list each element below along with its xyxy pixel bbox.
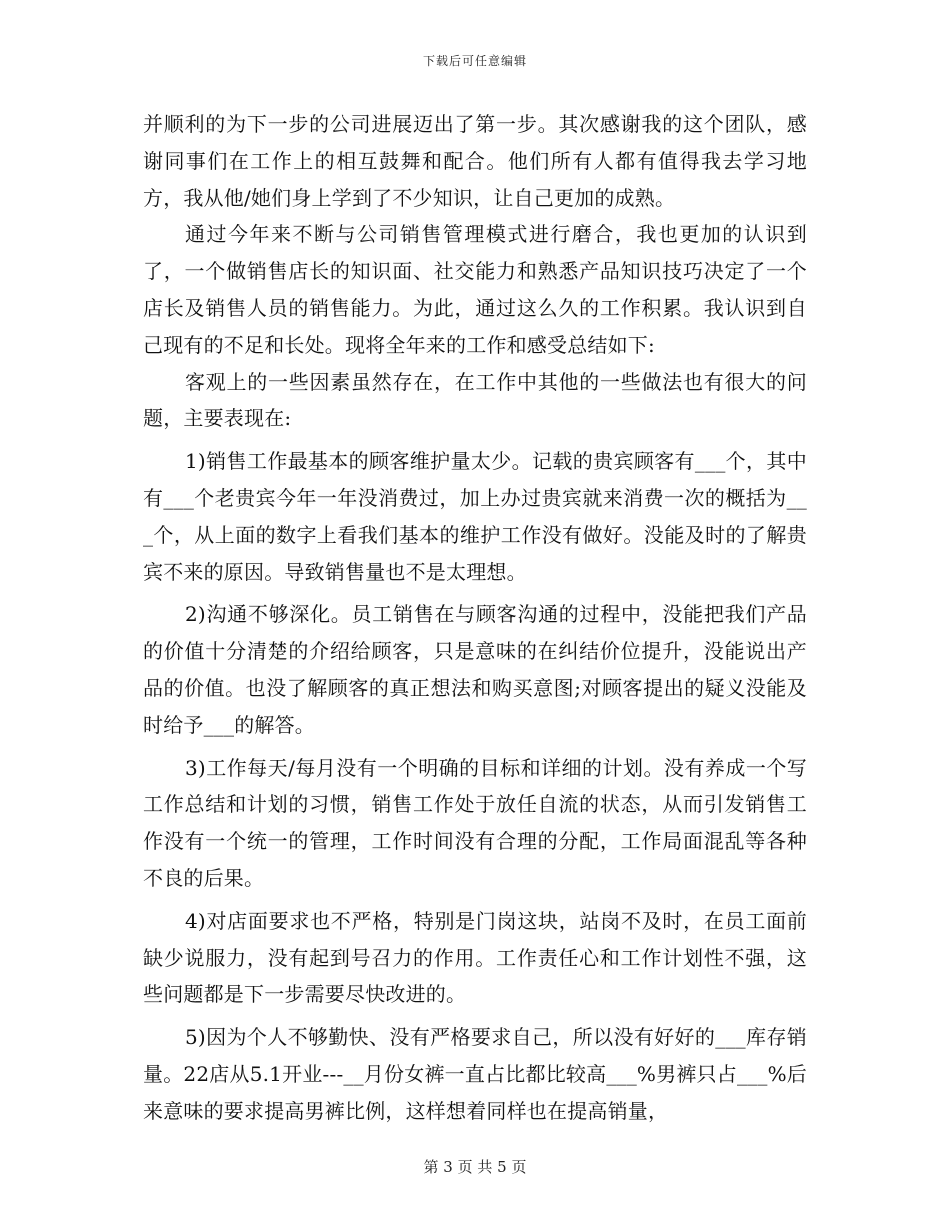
page-header: 下载后可任意编辑 (422, 54, 527, 68)
paragraph-awareness: 通过今年来不断与公司销售管理模式进行磨合，我也更加的认识到了，一个做销售店长的知识面、社交能力和熟悉产品知识技巧决定了一个店长及销售人员的销售能力。为此，通过这么久的工作积累。我认识到自己现有的不足和长处。现将全年来的工作和感受总结如下: (143, 222, 807, 357)
paragraph-item-3: 3)工作每天/每月没有一个明确的目标和详细的计划。没有养成一个写工作总结和计划的习惯，销售工作处于放任自流的状态，从而引发销售工作没有一个统一的管理，工作时间没有合理的分配，工作局面混乱等各种不良的后果。 (143, 755, 807, 890)
page-number: 第 3 页 共 5 页 (423, 1158, 527, 1176)
paragraph-item-1: 1)销售工作最基本的顾客维护量太少。记载的贵宾顾客有___个，其中有___个老贵宾今年一年没消费过，加上办过贵宾就来消费一次的概括为___个，从上面的数字上看我们基本的维护工作没有做好。没能及时的了解贵宾不来的原因。导致销售量也不是太理想。 (143, 449, 807, 584)
paragraph-item-2: 2)沟通不够深化。员工销售在与顾客沟通的过程中，没能把我们产品的价值十分清楚的介绍给顾客，只是意味的在纠结价位提升，没能说出产品的价值。也没了解顾客的真正想法和购买意图;对顾客提出的疑义没能及时给予___的解答。 (143, 602, 807, 737)
paragraph-problems-intro: 客观上的一些因素虽然存在，在工作中其他的一些做法也有很大的问题，主要表现在: (143, 369, 807, 431)
document-body (143, 106, 807, 1130)
paragraph-item-4: 4)对店面要求也不严格，特别是门岗这块，站岗不及时，在员工面前缺少说服力，没有起到号召力的作用。工作责任心和工作计划性不强，这些问题都是下一步需要尽快改进的。 (143, 908, 807, 1007)
paragraph-item-5: 5)因为个人不够勤快、没有严格要求自己，所以没有好好的___库存销量。22店从5.1开业---__月份女裤一直占比都比较高___%男裤只占___%后来意味的要求提高男裤比例，这样想着同样也在提高销量， (143, 1025, 807, 1123)
paragraph-continuation: 并顺利的为下一步的公司进展迈出了第一步。其次感谢我的这个团队，感谢同事们在工作上的相互鼓舞和配合。他们所有人都有值得我去学习地方，我从他/她们身上学到了不少知识，让自己更加的成熟。 (143, 112, 807, 210)
